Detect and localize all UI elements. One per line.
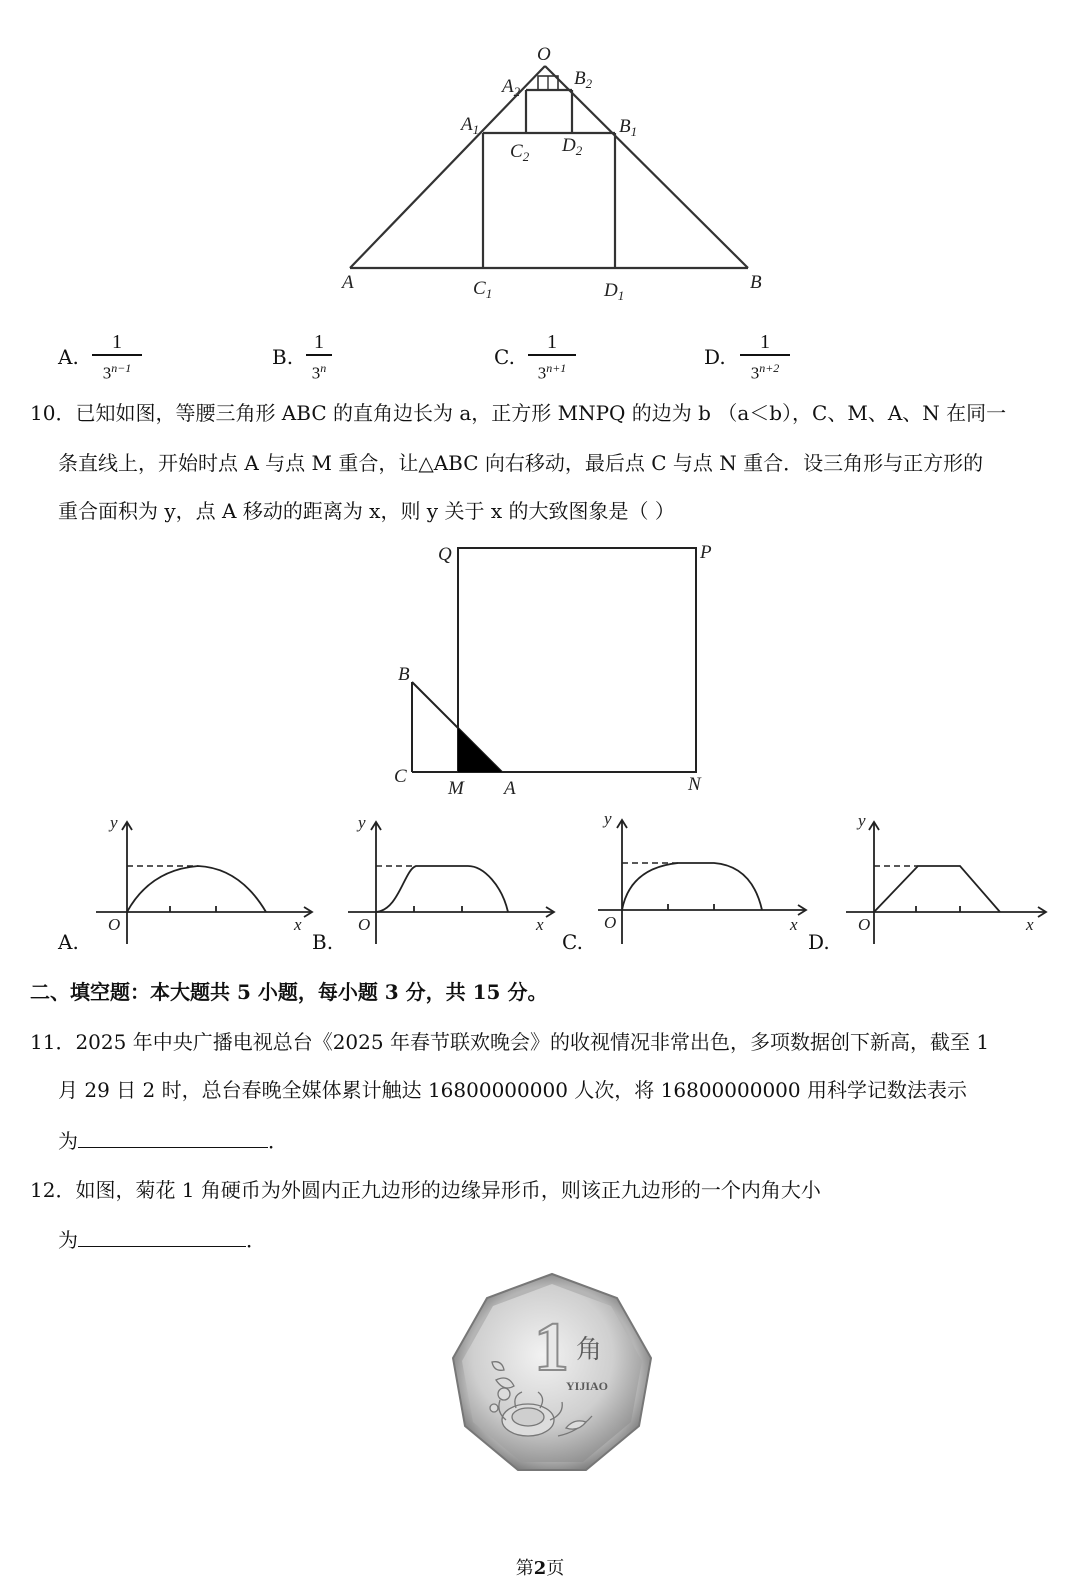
label-b2: $B_2$	[574, 68, 593, 91]
q11-line-2: 月 29 日 2 时，总台春晚全媒体累计触达 16800000000 人次，将 16800000000 用科学记数法表示	[58, 1078, 967, 1102]
label-n: N	[688, 774, 701, 795]
square-mnpq	[458, 548, 696, 772]
label-d2: $D_2$	[562, 135, 583, 158]
svg-text:x: x	[790, 915, 798, 934]
figure-q9	[330, 40, 780, 310]
q12-line-1: 12．如图，菊花 1 角硬币为外圆内正九边形的边缘异形币，则该正九边形的一个内角大小	[30, 1178, 821, 1202]
label-c2: $C_2$	[510, 141, 530, 164]
q10-line-2: 条直线上，开始时点 A 与点 M 重合，让△ABC 向右移动，最后点 C 与点 N 重合．设三角形与正方形的	[58, 451, 984, 475]
coin-image	[446, 1270, 658, 1482]
svg-text:O: O	[108, 915, 121, 934]
q9-option-b-letter: B.	[272, 345, 294, 369]
svg-text:x: x	[294, 915, 302, 934]
q10-graph-d	[842, 806, 1062, 946]
label-b: B	[750, 272, 762, 293]
coin-char: 角	[576, 1335, 603, 1364]
q10-graph-b	[344, 806, 564, 946]
label-c1: $C_1$	[473, 278, 493, 301]
curve-a	[127, 866, 266, 912]
q10-graph-a	[90, 806, 320, 946]
q9-option-a-fraction: 1 $3^{n-1}$	[92, 331, 142, 383]
svg-text:y: y	[358, 813, 366, 832]
q9-option-d-letter: D.	[704, 345, 726, 369]
label-a: A	[504, 778, 516, 799]
q9-option-b-fraction: 1 3$^n$	[306, 331, 332, 383]
q11-line-3: 为 ．	[58, 1129, 288, 1153]
q9-option-d-fraction: 1 $3^{n+2}$	[740, 331, 790, 383]
coin-digit: 1	[534, 1309, 569, 1386]
q10-graph-c-letter: C.	[562, 930, 583, 954]
label-o: O	[537, 44, 551, 65]
figure-q10	[380, 536, 740, 806]
q10-graph-d-letter: D.	[808, 930, 830, 954]
curve-c	[622, 863, 762, 910]
side-ob	[545, 66, 748, 268]
q9-option-c-fraction: 1 $3^{n+1}$	[528, 331, 576, 383]
svg-text:x: x	[1026, 915, 1034, 934]
q12-line-2: 为 ．	[58, 1228, 266, 1252]
svg-text:y: y	[604, 809, 612, 828]
label-m: M	[448, 778, 464, 799]
label-q: Q	[438, 544, 452, 565]
label-a1: $A_1$	[461, 114, 480, 137]
label-d1: $D_1$	[604, 280, 625, 303]
q11-line-1: 11．2025 年中央广播电视总台《2025 年春节联欢晚会》的收视情况非常出色，多项数据创下新高，截至 1	[30, 1030, 990, 1054]
curve-b	[376, 866, 508, 912]
q10-graph-b-letter: B.	[312, 930, 334, 954]
label-c: C	[394, 766, 407, 787]
section-2-heading: 二、填空题：本大题共 5 小题，每小题 3 分，共 15 分。	[30, 980, 548, 1004]
svg-text:x: x	[536, 915, 544, 934]
svg-text:O: O	[358, 915, 371, 934]
label-p: P	[700, 542, 712, 563]
q11-answer-blank[interactable]	[78, 1127, 268, 1148]
label-b: B	[398, 664, 410, 685]
q9-option-c-letter: C.	[494, 345, 515, 369]
q10-line-3: 重合面积为 y，点 A 移动的距离为 x，则 y 关于 x 的大致图象是（ ）	[58, 499, 675, 523]
q12-answer-blank[interactable]	[78, 1226, 246, 1247]
page-footer: 第2页	[515, 1558, 565, 1579]
q10-graph-a-letter: A.	[58, 930, 79, 954]
q10-line-1: 10．已知如图，等腰三角形 ABC 的直角边长为 a，正方形 MNPQ 的边为 b （a＜b），C、M、A、N 在同一	[30, 401, 1007, 425]
q10-graph-c	[594, 806, 814, 946]
svg-text:O: O	[604, 913, 617, 932]
curve-d	[874, 866, 1000, 912]
svg-text:y: y	[858, 811, 866, 830]
q9-option-a-letter: A.	[58, 345, 79, 369]
svg-text:y: y	[110, 813, 118, 832]
coin-pinyin: YIJIAO	[566, 1379, 609, 1393]
label-a2: $A_2$	[502, 76, 521, 99]
svg-text:O: O	[858, 915, 871, 934]
label-b1: $B_1$	[619, 116, 638, 139]
label-a: A	[342, 272, 354, 293]
